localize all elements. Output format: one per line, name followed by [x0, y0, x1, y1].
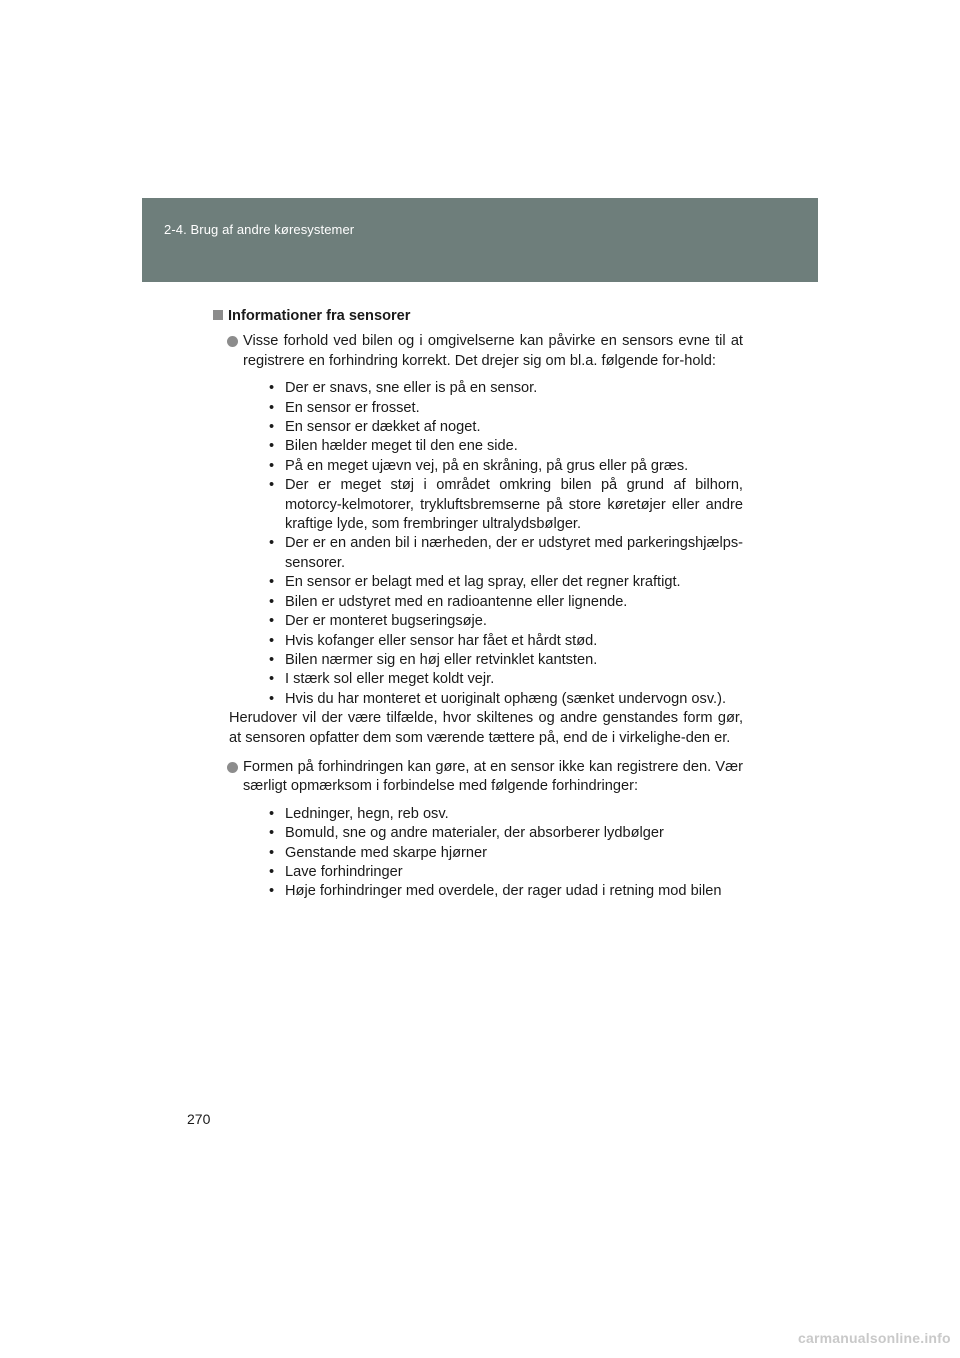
list-item: • En sensor er dækket af noget. [269, 418, 743, 437]
info-block-intro: Visse forhold ved bilen og i omgivelserne kan påvirke en sensors evne til at registrere en forhindring korrekt. Det drejer sig om bl.a. følgende for-hold: [243, 333, 743, 369]
list-item: • Genstande med skarpe hjørner [269, 844, 743, 863]
sensor-note-paragraph: Herudover vil der være tilfælde, hvor skiltenes og andre genstandes form gør, at sensoren opfatter dem som værende tættere på, end de i virkelighe-den er. [229, 710, 743, 746]
bullet-dot-icon: • [269, 651, 275, 668]
list-item: • Høje forhindringer med overdele, der rager udad i retning mod bilen [269, 882, 743, 901]
info-block-conditions [229, 332, 743, 709]
list-item: • På en meget ujævn vej, på en skråning, på grus eller på græs. [269, 457, 743, 476]
watermark: carmanualsonline.info [798, 1330, 951, 1346]
bullet-dot-icon: • [269, 574, 275, 591]
list-item: • Der er en anden bil i nærheden, der er udstyret med parkeringshjælps-sensorer. [269, 535, 743, 571]
bullet-dot-icon: • [269, 419, 275, 436]
bullet-dot-icon: • [269, 844, 275, 861]
bullet-dot-icon: • [269, 883, 275, 900]
bullet-dot-icon: • [269, 805, 275, 822]
section-heading-text: Informationer fra sensorer [228, 308, 411, 324]
bullet-dot-icon: • [269, 671, 275, 688]
list-item: • Hvis du har monteret et uoriginalt ophæng (sænket undervogn osv.). [269, 690, 743, 709]
list-item: • Bilen nærmer sig en høj eller retvinklet kantsten. [269, 651, 743, 670]
bullet-dot-icon: • [269, 399, 275, 416]
main-content [229, 307, 743, 902]
section-heading [213, 307, 727, 326]
list-item: • En sensor er frosset. [269, 399, 743, 418]
bullet-dot-icon: • [269, 438, 275, 455]
info-block-intro: Formen på forhindringen kan gøre, at en sensor ikke kan registrere den. Vær særligt opmærksom i forbindelse med følgende forhindringer: [243, 758, 743, 795]
list-item: • Lave forhindringer [269, 863, 743, 882]
circle-bullet-icon [227, 336, 238, 347]
list-item: • Der er snavs, sne eller is på en sensor. [269, 379, 743, 398]
list-item: • I stærk sol eller meget koldt vejr. [269, 670, 743, 689]
list-item: • Bilen hælder meget til den ene side. [269, 437, 743, 456]
bullet-dot-icon: • [269, 825, 275, 842]
list-item: • Bomuld, sne og andre materialer, der absorberer lydbølger [269, 824, 743, 843]
bullet-dot-icon: • [269, 477, 275, 494]
bullet-dot-icon: • [269, 593, 275, 610]
list-item: • Hvis kofanger eller sensor har fået et hårdt stød. [269, 632, 743, 651]
bullet-dot-icon: • [269, 863, 275, 880]
list-item: • Der er monteret bugseringsøje. [269, 612, 743, 631]
page-number: 270 [187, 1111, 211, 1127]
list-item: • Ledninger, hegn, reb osv. [269, 805, 743, 824]
list-item: • En sensor er belagt med et lag spray, eller det regner kraftigt. [269, 573, 743, 592]
bullet-dot-icon: • [269, 690, 275, 707]
circle-bullet-icon [227, 762, 238, 773]
obstacles-list [243, 805, 743, 902]
list-item: • Der er meget støj i området omkring bilen på grund af bilhorn, motorcy-kelmotorer, trykluftsbremserne på store køretøjer eller andre kraftige lyde, som frembringer ultralydsbølger. [269, 477, 743, 533]
bullet-dot-icon: • [269, 380, 275, 397]
bullet-dot-icon: • [269, 632, 275, 649]
bullet-dot-icon: • [269, 535, 275, 552]
conditions-list [243, 379, 743, 709]
section-header-band [142, 198, 818, 282]
bullet-dot-icon: • [269, 457, 275, 474]
section-title: 2-4. Brug af andre køresystemer [164, 222, 355, 237]
bullet-dot-icon: • [269, 613, 275, 630]
list-item: • Bilen er udstyret med en radioantenne eller lignende. [269, 593, 743, 612]
square-bullet-icon [213, 310, 223, 320]
info-block-obstacles [229, 758, 743, 902]
